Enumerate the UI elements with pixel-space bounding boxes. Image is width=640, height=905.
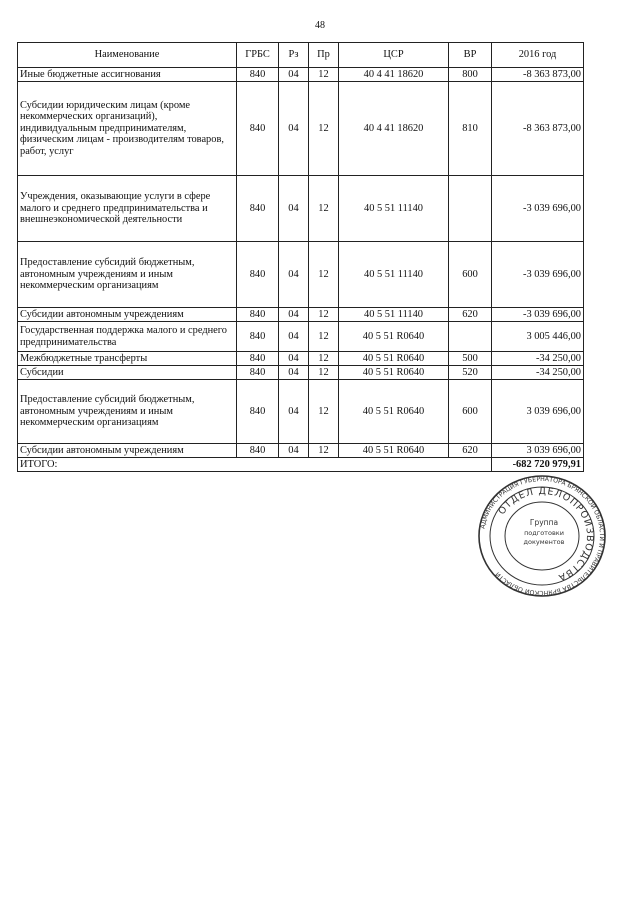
row-amount: -3 039 696,00 bbox=[492, 242, 584, 308]
row-rz: 04 bbox=[279, 176, 309, 242]
row-pr: 12 bbox=[309, 444, 339, 458]
row-amount: -8 363 873,00 bbox=[492, 82, 584, 176]
col-header-grbs: ГРБС bbox=[237, 43, 279, 68]
row-vr: 620 bbox=[449, 308, 492, 322]
row-name: Субсидии автономным учреждениям bbox=[18, 444, 237, 458]
row-csr: 40 4 41 18620 bbox=[339, 82, 449, 176]
row-grbs: 840 bbox=[237, 352, 279, 366]
total-label: ИТОГО: bbox=[18, 458, 492, 472]
row-amount: 3 005 446,00 bbox=[492, 322, 584, 352]
row-pr: 12 bbox=[309, 380, 339, 444]
total-row bbox=[18, 458, 584, 472]
row-grbs: 840 bbox=[237, 82, 279, 176]
table-row bbox=[18, 352, 584, 366]
table-row bbox=[18, 68, 584, 82]
row-grbs: 840 bbox=[237, 68, 279, 82]
row-pr: 12 bbox=[309, 242, 339, 308]
row-name: Субсидии юридическим лицам (кроме некоммерческих организаций), индивидуальным предпринимателям, физическим лицам - производителям товаров, работ, услуг bbox=[18, 82, 237, 176]
row-pr: 12 bbox=[309, 82, 339, 176]
table-row bbox=[18, 308, 584, 322]
col-header-amount: 2016 год bbox=[492, 43, 584, 68]
office-stamp bbox=[477, 474, 607, 598]
row-vr bbox=[449, 176, 492, 242]
col-header-rz: Рз bbox=[279, 43, 309, 68]
row-amount: 3 039 696,00 bbox=[492, 380, 584, 444]
col-header-pr: Пр bbox=[309, 43, 339, 68]
row-rz: 04 bbox=[279, 242, 309, 308]
table-row bbox=[18, 176, 584, 242]
row-vr: 600 bbox=[449, 380, 492, 444]
row-csr: 40 5 51 11140 bbox=[339, 176, 449, 242]
row-amount: -8 363 873,00 bbox=[492, 68, 584, 82]
stamp-center-line-2: подготовки bbox=[524, 529, 564, 537]
row-rz: 04 bbox=[279, 322, 309, 352]
row-amount: -3 039 696,00 bbox=[492, 308, 584, 322]
row-csr: 40 5 51 11140 bbox=[339, 308, 449, 322]
row-amount: -34 250,00 bbox=[492, 352, 584, 366]
row-name: Предоставление субсидий бюджетным, автономным учреждениям и иным некоммерческим организациям bbox=[18, 380, 237, 444]
row-rz: 04 bbox=[279, 366, 309, 380]
row-name: Иные бюджетные ассигнования bbox=[18, 68, 237, 82]
row-csr: 40 5 51 R0640 bbox=[339, 366, 449, 380]
table-row bbox=[18, 82, 584, 176]
row-name: Предоставление субсидий бюджетным, автономным учреждениям и иным некоммерческим организациям bbox=[18, 242, 237, 308]
row-grbs: 840 bbox=[237, 176, 279, 242]
row-rz: 04 bbox=[279, 444, 309, 458]
row-vr: 600 bbox=[449, 242, 492, 308]
stamp-center-line-3: документов bbox=[523, 538, 565, 546]
col-header-name: Наименование bbox=[18, 43, 237, 68]
row-rz: 04 bbox=[279, 82, 309, 176]
total-amount: -682 720 979,91 bbox=[492, 458, 584, 472]
row-csr: 40 5 51 R0640 bbox=[339, 380, 449, 444]
row-rz: 04 bbox=[279, 308, 309, 322]
stamp-center-line-1: Группа bbox=[529, 518, 559, 527]
row-name: Учреждения, оказывающие услуги в сфере малого и среднего предпринимательства и внешнеэкономической деятельности bbox=[18, 176, 237, 242]
row-vr: 810 bbox=[449, 82, 492, 176]
row-amount: 3 039 696,00 bbox=[492, 444, 584, 458]
table-header-row bbox=[18, 43, 584, 68]
table-row bbox=[18, 444, 584, 458]
table-row bbox=[18, 242, 584, 308]
row-csr: 40 5 51 R0640 bbox=[339, 322, 449, 352]
row-grbs: 840 bbox=[237, 308, 279, 322]
row-pr: 12 bbox=[309, 176, 339, 242]
row-name: Субсидии bbox=[18, 366, 237, 380]
row-pr: 12 bbox=[309, 322, 339, 352]
row-vr bbox=[449, 322, 492, 352]
row-rz: 04 bbox=[279, 352, 309, 366]
row-pr: 12 bbox=[309, 68, 339, 82]
row-grbs: 840 bbox=[237, 322, 279, 352]
row-pr: 12 bbox=[309, 352, 339, 366]
table-row bbox=[18, 322, 584, 352]
row-vr: 620 bbox=[449, 444, 492, 458]
table-row bbox=[18, 366, 584, 380]
row-pr: 12 bbox=[309, 366, 339, 380]
row-amount: -3 039 696,00 bbox=[492, 176, 584, 242]
row-grbs: 840 bbox=[237, 380, 279, 444]
row-amount: -34 250,00 bbox=[492, 366, 584, 380]
stamp-inner-text: ОТДЕЛ ДЕЛОПРОИЗВОДСТВА bbox=[496, 485, 596, 584]
row-grbs: 840 bbox=[237, 242, 279, 308]
row-vr: 520 bbox=[449, 366, 492, 380]
page-number: 48 bbox=[315, 20, 325, 31]
row-vr: 500 bbox=[449, 352, 492, 366]
budget-table bbox=[17, 42, 584, 472]
row-grbs: 840 bbox=[237, 366, 279, 380]
row-csr: 40 5 51 R0640 bbox=[339, 352, 449, 366]
row-csr: 40 5 51 R0640 bbox=[339, 444, 449, 458]
col-header-vr: ВР bbox=[449, 43, 492, 68]
row-vr: 800 bbox=[449, 68, 492, 82]
row-pr: 12 bbox=[309, 308, 339, 322]
stamp-outer-text: АДМИНИСТРАЦИЯ ГУБЕРНАТОРА БРЯНСКОЙ ОБЛАСТИ И ПРАВИТЕЛЬСТВА БРЯНСКОЙ ОБЛАСТИ bbox=[479, 475, 606, 597]
row-grbs: 840 bbox=[237, 444, 279, 458]
col-header-csr: ЦСР bbox=[339, 43, 449, 68]
row-name: Субсидии автономным учреждениям bbox=[18, 308, 237, 322]
row-rz: 04 bbox=[279, 380, 309, 444]
row-rz: 04 bbox=[279, 68, 309, 82]
table-row bbox=[18, 380, 584, 444]
row-name: Межбюджетные трансферты bbox=[18, 352, 237, 366]
row-name: Государственная поддержка малого и среднего предпринимательства bbox=[18, 322, 237, 352]
row-csr: 40 4 41 18620 bbox=[339, 68, 449, 82]
row-csr: 40 5 51 11140 bbox=[339, 242, 449, 308]
